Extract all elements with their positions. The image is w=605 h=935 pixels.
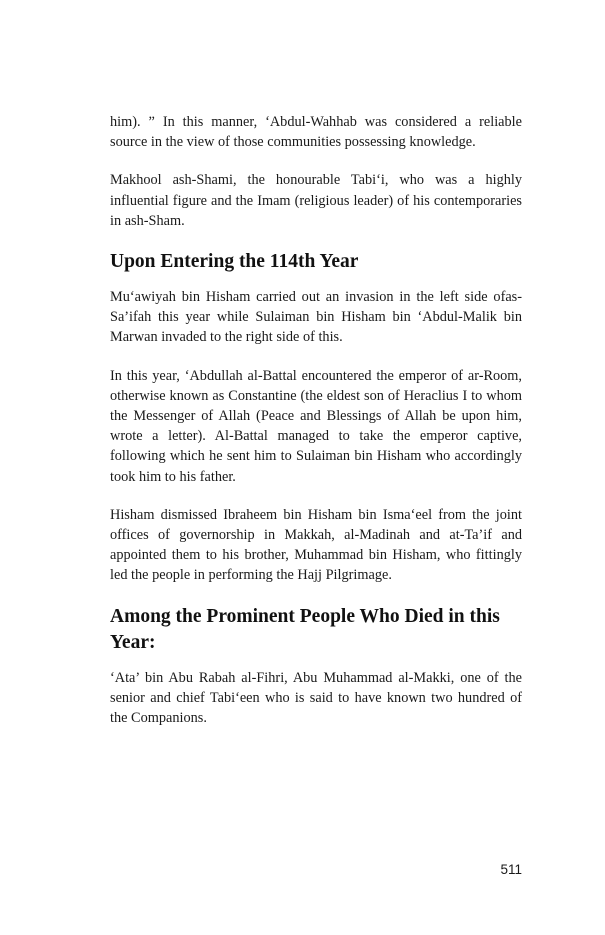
section-heading-114th-year: Upon Entering the 114th Year <box>110 251 359 273</box>
paragraph-makhool: Makhool ash-Shami, the honourable Tabi‘i, who was a highly influential figure and the Imam (religious leader) of his contemporaries in ash-Sham. <box>110 172 522 229</box>
paragraph-al-battal: In this year, ‘Abdullah al-Battal encountered the emperor of ar-Room, otherwise known as Constantine (the eldest son of Heraclius I to whom the Messenger of Allah (Peace and Blessings of Allah be upon him, wrote a letter). Al-Battal managed to take the emperor captive, following which he sent him to Sulaiman bin Hisham who accordingly took him to his father. <box>110 367 522 485</box>
paragraph-hisham-dismissal: Hisham dismissed Ibraheem bin Hisham bin Isma‘eel from the joint offices of governorship in Makkah, al-Madinah and at-Ta’if and appointed them to his brother, Muhammad bin Hisham, who fittingly led the people in performing the Hajj Pilgrimage. <box>110 506 522 584</box>
paragraph-ata-bin-abu-rabah: ‘Ata’ bin Abu Rabah al-Fihri, Abu Muhammad al-Makki, one of the senior and chief Tabi‘een who is said to have known two hundred of the Companions. <box>110 669 522 727</box>
page-number: 511 <box>500 862 522 877</box>
paragraph-invasion: Mu‘awiyah bin Hisham carried out an invasion in the left side ofas-Sa’ifah this year while Sulaiman bin Hisham bin ‘Abdul-Malik bin Marwan invaded to the right side of this. <box>110 289 522 346</box>
section-heading-prominent-deaths: Among the Prominent People Who Died in this Year: <box>110 605 500 653</box>
paragraph-abdul-wahhab: him). ” In this manner, ‘Abdul-Wahhab was considered a reliable source in the view of those communities possessing knowledge. <box>110 114 522 151</box>
page-body <box>110 112 522 728</box>
